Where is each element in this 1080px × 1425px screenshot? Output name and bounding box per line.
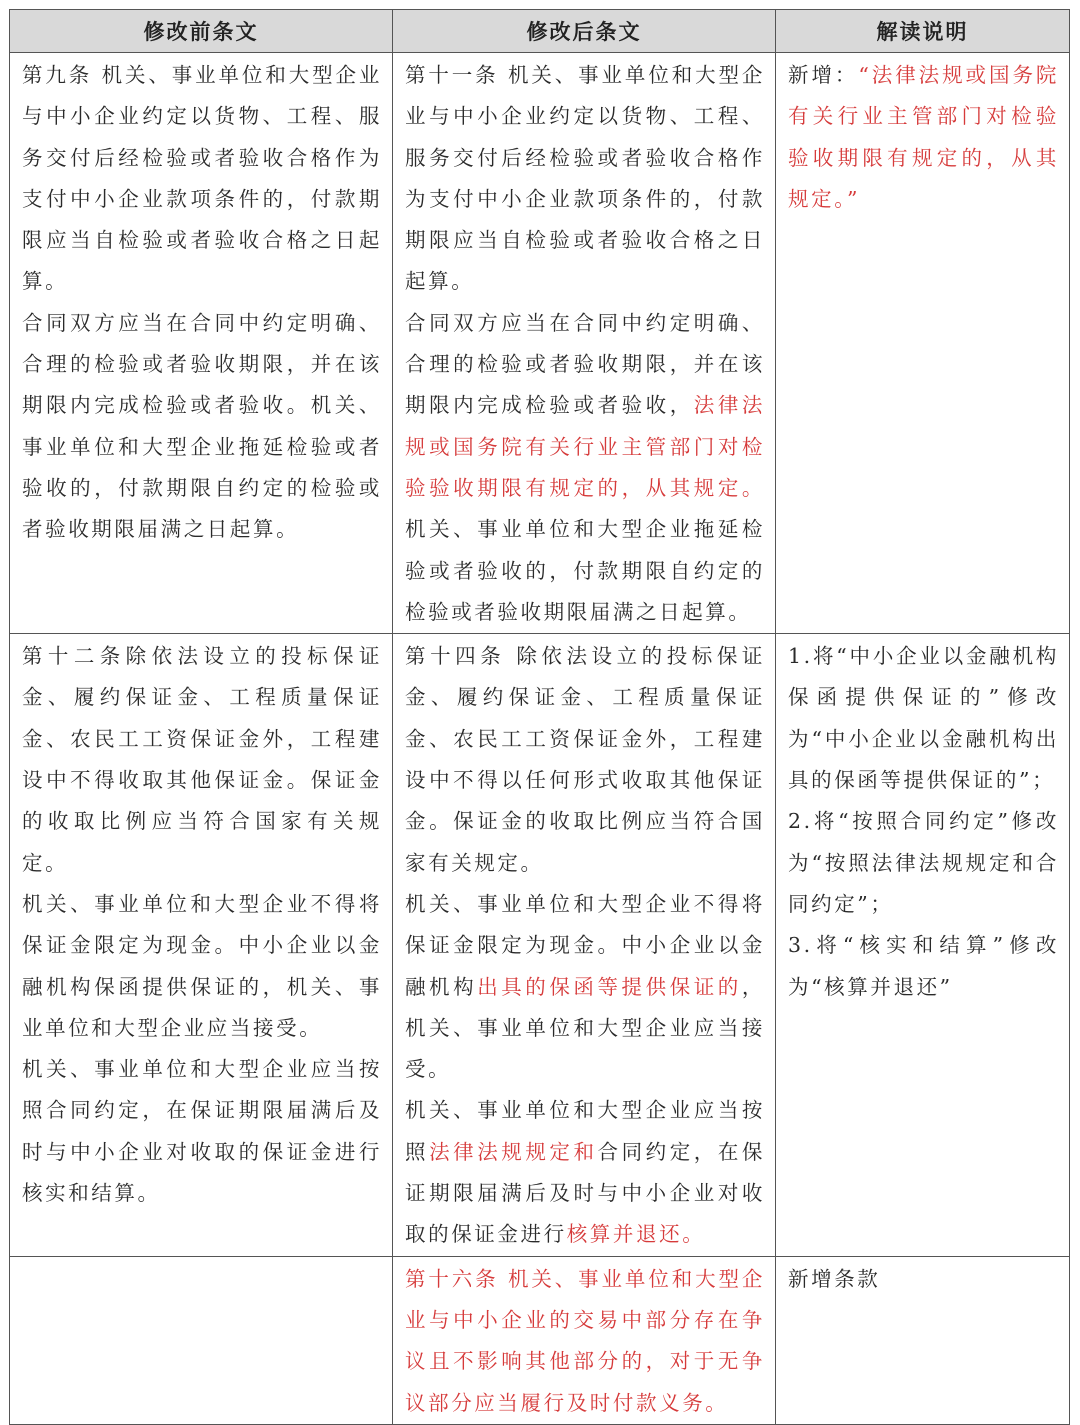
- note-cell: [776, 53, 1070, 634]
- text-run: 1.将“中小企业以金融机构保函提供保证的”修改为“中小企业以金融机构出具的保函等提供保证的”；: [788, 644, 1059, 793]
- paragraph: [788, 1259, 1059, 1300]
- highlighted-change-text: 法律法规或国务院有关行业主管部门对检验验收期限有规定的，从其规定。: [405, 393, 765, 500]
- header-interpretation: 解读说明: [776, 10, 1070, 53]
- paragraph: [405, 1090, 765, 1255]
- paragraph: [788, 801, 1059, 925]
- paragraph: [22, 1049, 382, 1214]
- paragraph: [405, 55, 765, 303]
- table-row: [10, 634, 1070, 1256]
- paragraph: [22, 884, 382, 1049]
- text-run: 机关、事业单位和大型企业应当按照合同约定，在保证期限届满后及时与中小企业对收取的保证金进行核实和结算。: [22, 1057, 382, 1206]
- text-run: 机关、事业单位和大型企业应当按照: [405, 1098, 765, 1164]
- text-run: 新增：: [788, 63, 859, 87]
- paragraph: [405, 303, 765, 633]
- text-run: 机关、事业单位和大型企业拖延检验或者验收的，付款期限自约定的检验或者验收期限届满之日起算。: [405, 517, 765, 624]
- text-run: 合同双方应当在合同中约定明确、合理的检验或者验收期限，并在该期限内完成检验或者验收，: [405, 310, 765, 418]
- text-run: 机关、事业单位和大型企业不得将保证金限定为现金。中小企业以金融机构保函提供保证的，机关、事业单位和大型企业应当接受。: [22, 891, 382, 1040]
- paragraph: [405, 636, 765, 884]
- text-run: 3.将“核实和结算”修改为“核算并退还”: [788, 933, 1059, 999]
- table-row: [10, 1256, 1070, 1424]
- after-cell: [393, 1256, 776, 1424]
- highlighted-change-text: 法律法规规定和: [429, 1139, 598, 1164]
- before-cell: [10, 53, 393, 634]
- text-run: 合同约定，在保证期限届满后及时与中小企业对收取的保证金进行: [405, 1139, 766, 1247]
- text-run: 第十四条 除依法设立的投标保证金、履约保证金、工程质量保证金、农民工工资保证金外，工程建设中不得以任何形式收取其他保证金。保证金的收取比例应当符合国家有关规定。: [405, 644, 765, 875]
- amendment-comparison-table: [9, 9, 1070, 1425]
- before-cell: [10, 634, 393, 1256]
- highlighted-change-text: “法律法规或国务院有关行业主管部门对检验验收期限有规定的，从其规定。”: [788, 63, 1059, 211]
- text-run: 第十一条 机关、事业单位和大型企业与中小企业约定以货物、工程、服务交付后经检验或者验收合格作为支付中小企业款项条件的，付款期限应当自检验或者验收合格之日起算。: [405, 63, 765, 294]
- table-row: [10, 53, 1070, 634]
- paragraph: [22, 636, 382, 884]
- table-header-row: [10, 10, 1070, 53]
- paragraph: [405, 884, 765, 1090]
- text-run: 新增条款: [788, 1266, 881, 1291]
- paragraph: [788, 55, 1059, 220]
- text-run: 2.将“按照合同约定”修改为“按照法律法规规定和合同约定”；: [788, 809, 1059, 916]
- header-before-amendment: 修改前条文: [10, 10, 393, 53]
- paragraph: [788, 636, 1059, 801]
- header-after-amendment: 修改后条文: [393, 10, 776, 53]
- text-run: 第十二条除依法设立的投标保证金、履约保证金、工程质量保证金、农民工工资保证金外，工程建设中不得收取其他保证金。保证金的收取比例应当符合国家有关规定。: [22, 644, 382, 875]
- highlighted-change-text: 核算并退还。: [566, 1222, 706, 1247]
- text-run: ，机关、事业单位和大型企业应当接受。: [405, 974, 765, 1082]
- paragraph: [22, 303, 382, 551]
- highlighted-change-text: 出具的保函等提供保证的: [477, 974, 742, 999]
- after-cell: [393, 634, 776, 1256]
- paragraph: [788, 925, 1059, 1008]
- note-cell: [776, 634, 1070, 1256]
- note-cell: [776, 1256, 1070, 1424]
- after-cell: [393, 53, 776, 634]
- highlighted-change-text: 第十六条 机关、事业单位和大型企业与中小企业的交易中部分存在争议且不影响其他部分的，对于无争议部分应当履行及时付款义务。: [405, 1266, 765, 1415]
- text-run: 合同双方应当在合同中约定明确、合理的检验或者验收期限，并在该期限内完成检验或者验收。机关、事业单位和大型企业拖延检验或者验收的，付款期限自约定的检验或者验收期限届满之日起算。: [22, 310, 382, 542]
- text-run: 机关、事业单位和大型企业不得将保证金限定为现金。中小企业以金融机构: [405, 891, 765, 999]
- paragraph: [405, 1259, 765, 1424]
- paragraph: [22, 55, 382, 303]
- text-run: 第九条 机关、事业单位和大型企业与中小企业约定以货物、工程、服务交付后经检验或者验收合格作为支付中小企业款项条件的，付款期限应当自检验或者验收合格之日起算。: [22, 63, 382, 294]
- before-cell-empty: [10, 1256, 393, 1424]
